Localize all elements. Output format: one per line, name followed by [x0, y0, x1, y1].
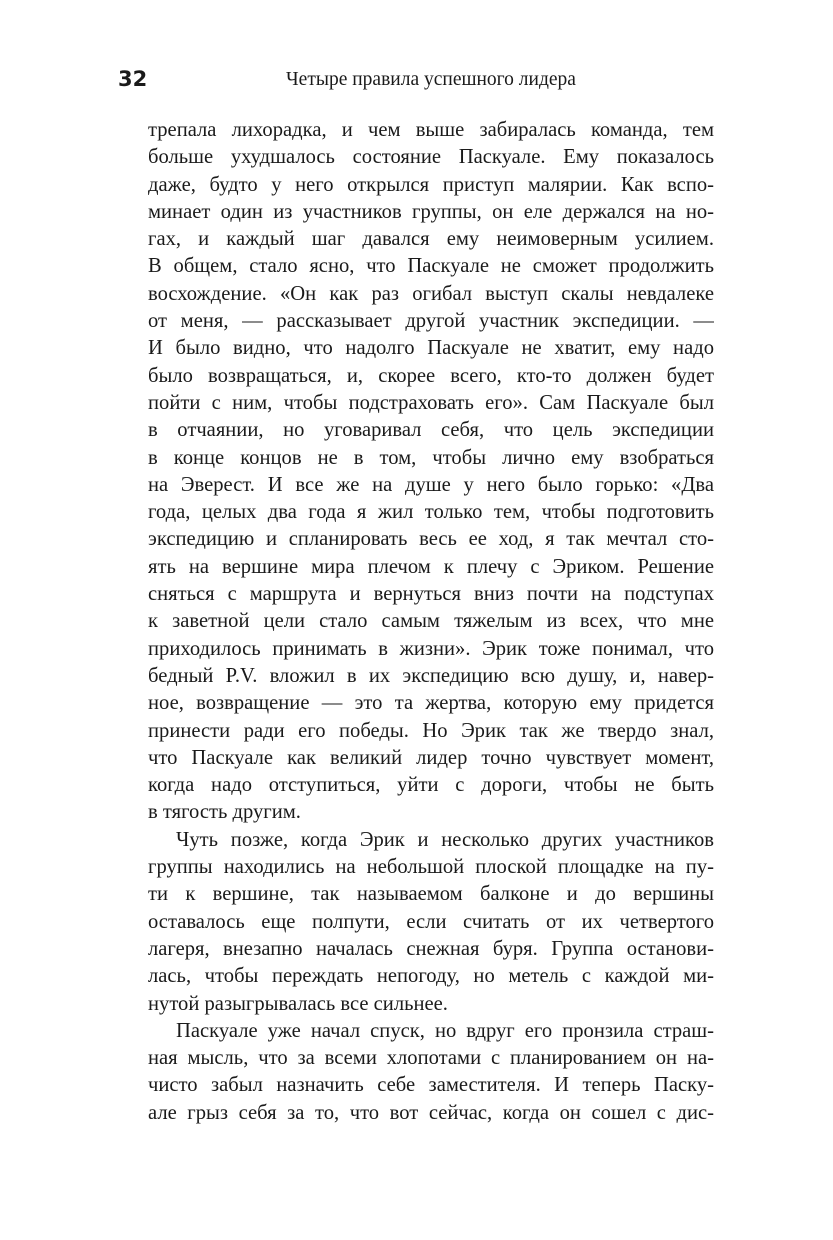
text-line: года, целых два года я жил только тем, чтобы подготовить — [148, 501, 714, 524]
text-line: когда надо отступиться, уйти с дороги, чтобы не быть — [148, 774, 714, 797]
text-line: ти к вершине, так называемом балконе и до вершины — [148, 883, 714, 906]
text-line: сняться с маршрута и вернуться вниз почти на подступах — [148, 583, 714, 606]
text-line: что Паскуале как великий лидер точно чувствует момент, — [148, 746, 714, 769]
text-line: группы находились на небольшой плоской площадке на пу- — [148, 856, 714, 879]
text-line: ное, возвращение — это та жертва, которую ему придется — [148, 692, 714, 715]
text-line: восхождение. «Он как раз огибал выступ скалы невдалеке — [148, 282, 714, 305]
text-line: лась, чтобы переждать непогоду, но метель с каждой ми- — [148, 965, 714, 988]
page-header — [118, 66, 718, 96]
text-line: было возвращаться, и, скорее всего, кто-то должен будет — [148, 364, 714, 387]
text-line: але грыз себя за то, что вот сейчас, когда он сошел с дис- — [148, 1101, 714, 1124]
paragraph — [148, 827, 714, 1018]
text-line: больше ухудшалось состояние Паскуале. Ему показалось — [148, 146, 714, 169]
text-line: оставалось еще полпути, если считать от их четвертого — [148, 910, 714, 933]
text-line: В общем, стало ясно, что Паскуале не сможет продолжить — [148, 255, 714, 278]
text-line: в конце концов не в том, чтобы лично ему взобраться — [148, 446, 714, 469]
text-line: Паскуале уже начал спуск, но вдруг его пронзила страш- — [176, 1019, 714, 1042]
text-line: Чуть позже, когда Эрик и несколько других участников — [176, 828, 714, 851]
text-line: в отчаянии, но уговаривал себя, что цель экспедиции — [148, 419, 714, 442]
text-line: чисто забыл назначить себе заместителя. И теперь Паску- — [148, 1074, 714, 1097]
text-line: трепала лихорадка, и чем выше забиралась команда, тем — [148, 119, 714, 141]
text-line: от меня, — рассказывает другой участник экспедиции. — — [148, 310, 714, 333]
text-line: на Эверест. И все же на душе у него было горько: «Два — [148, 473, 714, 496]
text-line: ять на вершине мира плечом к плечу с Эриком. Решение — [148, 555, 714, 578]
text-line: нутой разыгрывалась все сильнее. — [148, 992, 448, 1015]
text-line: к заветной цели стало самым тяжелым из всех, что мне — [148, 610, 714, 633]
page-number: 32 — [118, 67, 148, 91]
text-line: даже, будто у него открылся приступ малярии. Как вспо- — [148, 173, 714, 196]
running-title: Четыре правила успешного лидера — [286, 69, 576, 90]
paragraph — [148, 1018, 714, 1127]
text-line: приходилось принимать в жизни». Эрик тоже понимал, что — [148, 637, 714, 660]
body-text — [148, 117, 714, 1127]
text-line: в тягость другим. — [148, 801, 301, 824]
text-line: экспедицию и спланировать весь ее ход, я так мечтал сто- — [148, 528, 714, 551]
text-line: принести ради его победы. Но Эрик так же твердо знал, — [148, 719, 714, 742]
text-line: гах, и каждый шаг давался ему неимоверным усилием. — [148, 228, 714, 251]
text-line: И было видно, что надолго Паскуале не хватит, ему надо — [148, 337, 714, 360]
text-line: минает один из участников группы, он еле держался на но- — [148, 200, 714, 223]
text-line: лагеря, внезапно началась снежная буря. Группа останови- — [148, 937, 714, 960]
paragraph — [148, 117, 714, 827]
text-line: бедный P.V. вложил в их экспедицию всю душу, и, навер- — [148, 664, 714, 687]
text-line: ная мысль, что за всеми хлопотами с планированием он на- — [148, 1047, 714, 1070]
text-line: пойти с ним, чтобы подстраховать его». Сам Паскуале был — [148, 391, 714, 414]
